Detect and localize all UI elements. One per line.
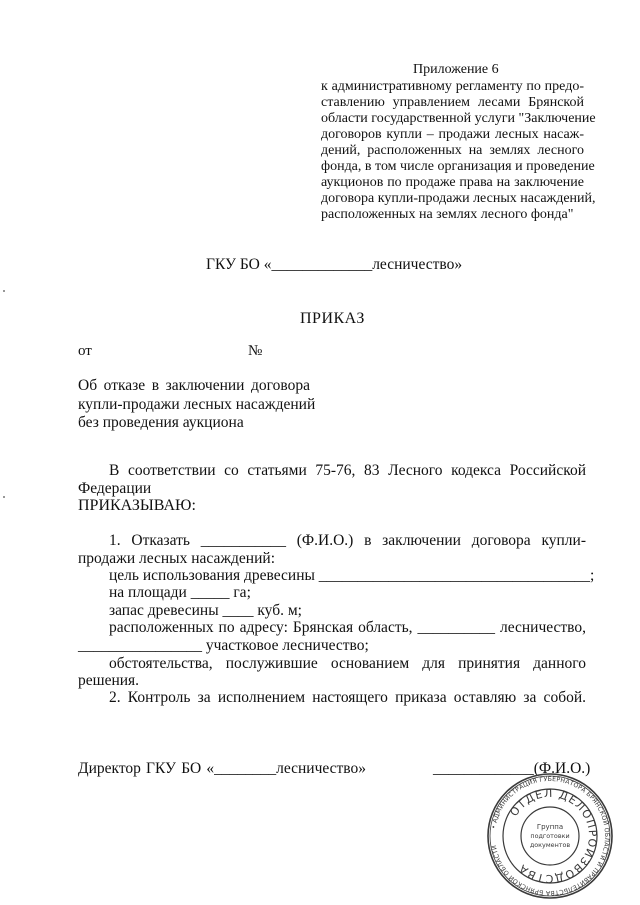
order-title: ПРИКАЗ [300,310,365,327]
order-item-1: 1. Отказать ___________ (Ф.И.О.) в заключении договора купли- [109,532,586,549]
appendix-line: договора купли-продажи лесных насаждений, [321,191,596,206]
purpose-line: цель использования древесины ___________________________________; [109,567,595,584]
official-seal [486,772,614,900]
order-item-2: 2. Контроль за исполнением настоящего приказа оставляю за собой. [109,689,586,706]
appendix-line: договоров купли – продажи лесных насаж- [321,127,584,142]
date-label: от [78,343,92,359]
appendix-line: аукционов по продаже права на заключение [321,175,584,190]
preamble-line: Федерации [78,480,152,497]
scan-dot [3,290,5,292]
preamble-line: В соответствии со статьями 75-76, 83 Лесного кодекса Российской [109,462,586,479]
address-line: расположенных по адресу: Брянская область, __________ лесничество, [109,619,586,636]
seal-inner-text: ОТДЕЛ ДЕЛОПРОИЗВОДСТВА [507,786,600,886]
subject-line: купли-продажи лесных насаждений [78,396,316,413]
appendix-title: Приложение 6 [413,62,499,77]
seal-center-text: документов [529,841,571,849]
order-word: ПРИКАЗЫВАЮ: [78,497,196,514]
director-signature: Директор ГКУ БО «________лесничество» [78,760,366,777]
director-name: _____________(Ф.И.О.) [433,760,591,777]
seal-center-text: Группа [536,823,564,831]
seal-outer-text: • АДМИНИСТРАЦИЯ ГУБЕРНАТОРА БРЯНСКОЙ ОБЛАСТИ И ПРАВИТЕЛЬСТВА БРЯНСКОЙ ОБЛАСТИ [490,775,611,897]
order-item-1-cont: продажи лесных насаждений: [78,550,275,567]
appendix-line: области государственной услуги "Заключение [321,111,596,126]
appendix-line: расположенных на землях лесного фонда" [321,207,574,222]
address-line-cont: ________________ участковое лесничество; [78,637,369,654]
reason-line-cont: решения. [78,672,140,689]
subject-line: без проведения аукциона [78,414,244,431]
seal-center-text: подготовки [530,832,570,840]
appendix-line: фонда, в том числе организация и проведение [321,159,595,174]
appendix-line: ставлению управлением лесами Брянской [321,95,584,110]
organization-name: ГКУ БО «_____________лесничество» [206,256,463,273]
subject-line: Об отказе в заключении договора [78,377,310,394]
reason-line: обстоятельства, послужившие основанием для принятия данного [109,655,586,672]
area-line: на площади _____ га; [109,584,251,601]
volume-line: запас древесины ____ куб. м; [109,602,302,619]
number-label: № [248,343,263,359]
appendix-line: к административному регламенту по предо- [321,79,584,94]
appendix-line: дений, расположенных на землях лесного [321,143,584,158]
scan-dot [3,496,5,498]
